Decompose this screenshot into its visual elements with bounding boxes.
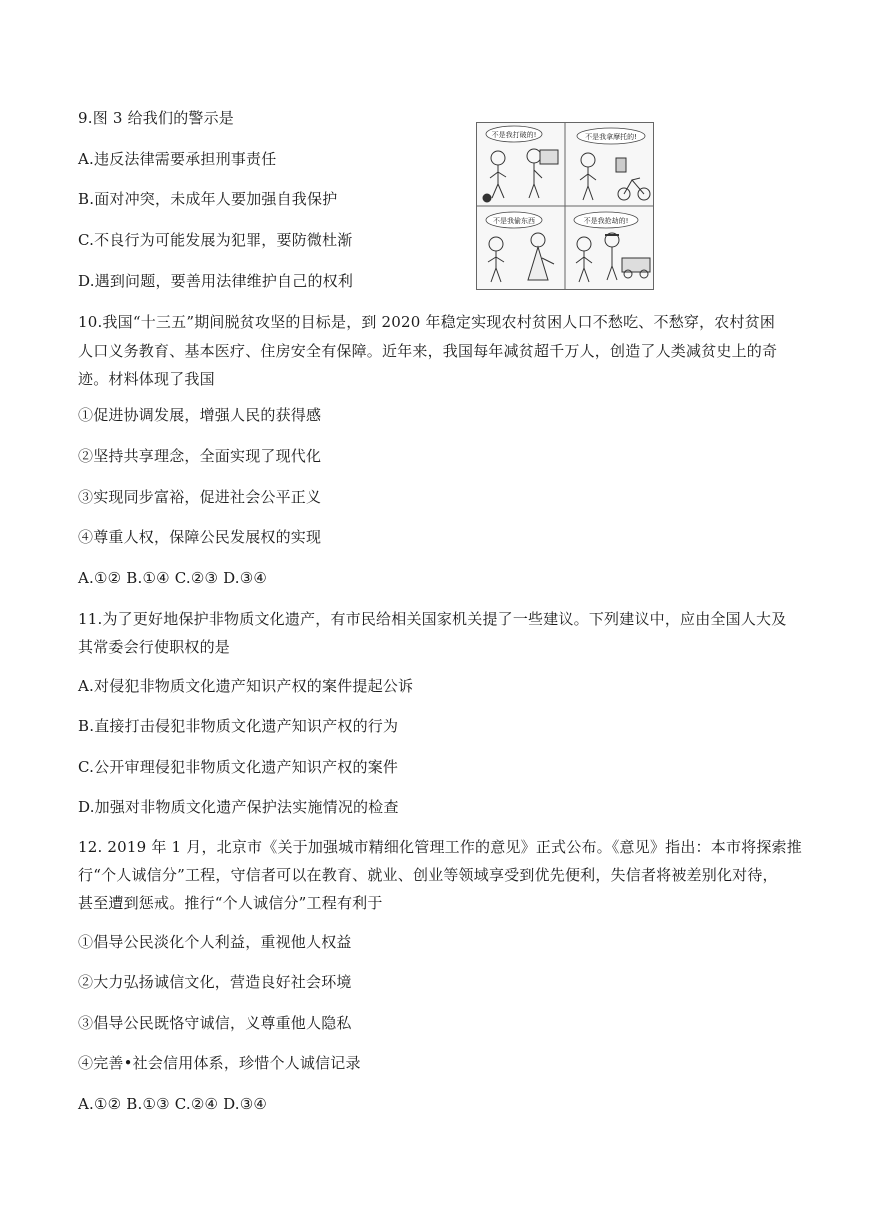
q10-item-4: ④尊重人权，保障公民发展权的实现 xyxy=(78,528,322,546)
bubble-4: 不是我抢劫的! xyxy=(583,217,629,225)
q10-stem-line-3: 迹。材料体现了我国 xyxy=(78,370,215,388)
q11-stem-line-1: 11.为了更好地保护非物质文化遗产，有市民给相关国家机关提了一些建议。下列建议中，应由全国人大及 xyxy=(78,610,787,628)
q9-stem: 9.图 3 给我们的警示是 xyxy=(78,109,234,127)
q9-option-b: B.面对冲突，未成年人要加强自我保护 xyxy=(78,190,338,208)
q12-stem-line-3: 甚至遭到惩戒。推行“个人诚信分”工程有利于 xyxy=(78,894,383,912)
q11-option-b: B.直接打击侵犯非物质文化遗产知识产权的行为 xyxy=(78,717,399,735)
q12-stem-line-1: 12. 2019 年 1 月，北京市《关于加强城市精细化管理工作的意见》正式公布。《意见》指出：本市将探索推 xyxy=(78,838,802,856)
bubble-3: 不是我偷东西 xyxy=(493,217,535,225)
q12-item-4: ④完善•社会信用体系，珍惜个人诚信记录 xyxy=(78,1054,361,1072)
q12-item-2: ②大力弘扬诚信文化，营造良好社会环境 xyxy=(78,973,352,991)
figure-3-cartoon xyxy=(476,122,654,290)
q9-option-c: C.不良行为可能发展为犯罪，要防微杜渐 xyxy=(78,231,353,249)
q11-option-d: D.加强对非物质文化遗产保护法实施情况的检查 xyxy=(78,798,399,816)
q9-option-a: A.违反法律需要承担刑事责任 xyxy=(78,150,277,168)
q11-option-a: A.对侵犯非物质文化遗产知识产权的案件提起公诉 xyxy=(78,677,414,695)
q12-answer-choices: A.①② B.①③ C.②④ D.③④ xyxy=(78,1095,268,1113)
q9-option-d: D.遇到问题，要善用法律维护自己的权利 xyxy=(78,272,354,290)
bubble-2: 不是我拿摩托的! xyxy=(585,133,637,141)
q10-stem-line-1: 10.我国“十三五”期间脱贫攻坚的目标是，到 2020 年稳定实现农村贫困人口不愁吃、不愁穿，农村贫困 xyxy=(78,313,776,331)
q10-stem-line-2: 人口义务教育、基本医疗、住房安全有保障。近年来，我国每年减贫超千万人，创造了人类减贫史上的奇 xyxy=(78,342,778,360)
q10-answer-choices: A.①② B.①④ C.②③ D.③④ xyxy=(78,569,268,587)
q12-item-3: ③倡导公民既恪守诚信，义尊重他人隐私 xyxy=(78,1014,352,1032)
bubble-1: 不是我打破的! xyxy=(491,131,537,139)
q11-option-c: C.公开审理侵犯非物质文化遗产知识产权的案件 xyxy=(78,758,399,776)
q10-item-1: ①促进协调发展，增强人民的获得感 xyxy=(78,406,322,424)
q12-item-1: ①倡导公民淡化个人利益，重视他人权益 xyxy=(78,933,352,951)
q10-item-3: ③实现同步富裕，促进社会公平正义 xyxy=(78,488,322,506)
q10-item-2: ②坚持共享理念，全面实现了现代化 xyxy=(78,447,322,465)
q11-stem-line-2: 其常委会行使职权的是 xyxy=(78,638,231,656)
q12-stem-line-2: 行“个人诚信分”工程，守信者可以在教育、就业、创业等领域享受到优先便利，失信者将被差别化对待， xyxy=(78,866,778,884)
